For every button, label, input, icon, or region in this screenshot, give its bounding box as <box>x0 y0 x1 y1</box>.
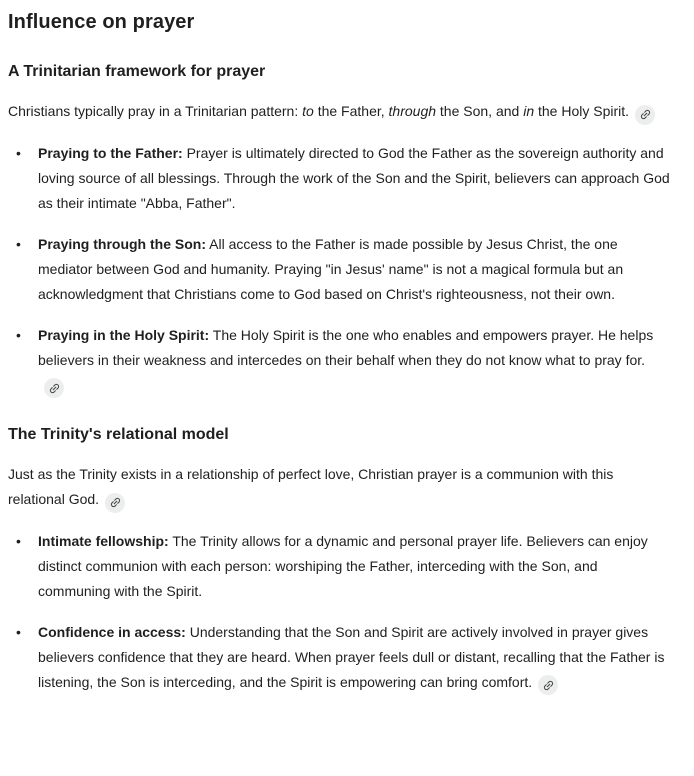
bullet-marker: • <box>16 144 21 161</box>
text-run: Christians typically pray in a Trinitarian pattern: <box>8 103 303 119</box>
list-item <box>8 141 670 216</box>
list-item-text <box>38 620 670 696</box>
section-intro <box>8 99 670 125</box>
list-item-text <box>38 323 670 399</box>
link-icon <box>45 379 63 397</box>
bullet-marker: • <box>16 532 21 549</box>
text-run: in <box>523 103 535 119</box>
list-item-label: Intimate fellowship: <box>38 532 169 549</box>
content-section <box>8 424 670 695</box>
text-run: to <box>302 103 314 119</box>
section-heading: The Trinity's relational model <box>8 426 229 443</box>
list-item-label: Praying in the Holy Spirit: <box>38 326 210 343</box>
bullet-marker: • <box>16 326 21 343</box>
content-section <box>8 61 670 398</box>
list-item-text <box>38 529 670 604</box>
list-item <box>8 232 670 307</box>
link-icon <box>636 105 654 123</box>
text-run: the Son, and <box>436 103 524 119</box>
citation-link-chip[interactable] <box>635 105 655 125</box>
list-item-text <box>38 232 670 307</box>
bullet-list <box>8 141 670 399</box>
section-heading: A Trinitarian framework for prayer <box>8 63 266 80</box>
section-intro <box>8 462 670 513</box>
text-run: the Holy Spirit. <box>534 103 630 119</box>
list-item-label: Praying through the Son: <box>38 235 206 252</box>
list-item <box>8 323 670 399</box>
page-title: Influence on prayer <box>8 11 195 33</box>
list-item-label: Praying to the Father: <box>38 144 183 161</box>
citation-link-chip[interactable] <box>538 675 558 695</box>
bullet-marker: • <box>16 235 21 252</box>
list-item-body: Understanding that the Son and Spirit are actively involved in prayer gives believers confidence that they are heard. When prayer feels dull or distant, recalling that the Father is listening, the Son is interceding, and the Spirit is empowering can bring comfort. <box>38 623 665 690</box>
sections <box>8 61 670 695</box>
list-item-body: All access to the Father is made possible by Jesus Christ, the one mediator between God and humanity. Praying "in Jesus' name" is not a magical formula but an acknowledgment that Christians come to God based on Christ's righteousness, not their own. <box>38 235 624 302</box>
link-icon <box>106 493 124 511</box>
list-item-body: The Trinity allows for a dynamic and personal prayer life. Believers can enjoy distinct communion with each person: worshiping the Father, interceding with the Son, and communing with the Spirit. <box>38 532 648 599</box>
text-run: the Father, <box>313 103 389 119</box>
list-item-label: Confidence in access: <box>38 623 186 640</box>
list-item <box>8 529 670 604</box>
bullet-marker: • <box>16 623 21 640</box>
text-run: through <box>388 103 437 119</box>
list-item <box>8 620 670 696</box>
list-item-text <box>38 141 670 216</box>
citation-link-chip[interactable] <box>44 378 64 398</box>
bullet-list <box>8 529 670 696</box>
citation-link-chip[interactable] <box>105 493 125 513</box>
link-icon <box>539 676 557 694</box>
text-run: Just as the Trinity exists in a relationship of perfect love, Christian prayer is a communion with this relational God. <box>8 466 614 507</box>
list-item-body: Prayer is ultimately directed to God the Father as the sovereign authority and loving source of all blessings. Through the work of the Son and the Spirit, believers can approach God as their intimate "Abba, Father". <box>38 144 670 211</box>
list-item-body: The Holy Spirit is the one who enables and empowers prayer. He helps believers in their weakness and intercedes on their behalf when they do not know what to pray for. <box>38 326 654 368</box>
